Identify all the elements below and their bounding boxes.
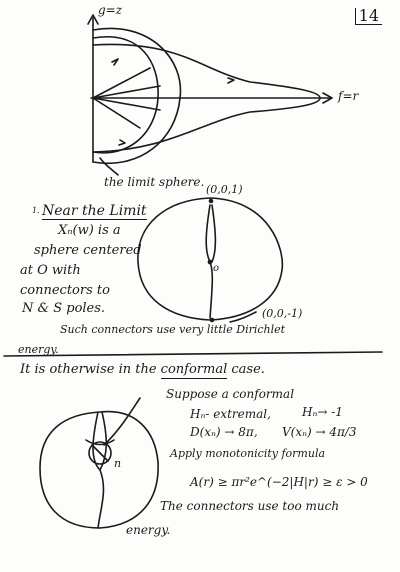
dirichlet-line: Such connectors use very little Dirichlet [60, 323, 286, 336]
caption-pointer [100, 158, 118, 175]
conformal-dirichlet: D(xₙ) → 8π, [190, 425, 258, 439]
otherwise-line [20, 362, 265, 377]
south-pole-label: (0,0,-1) [262, 307, 303, 320]
section-divider [4, 352, 382, 356]
note-marker: 1. [32, 206, 40, 215]
note-line-1: Xₙ(w) is a [58, 223, 121, 238]
page-number: 14 [355, 8, 382, 25]
otherwise-prefix: It is otherwise in the [20, 362, 157, 377]
conformal-volume: V(xₙ) → 4π/3 [282, 425, 357, 439]
axis-r-label: f=r [338, 89, 359, 103]
conformal-suppose: Suppose a conformal [166, 387, 295, 401]
otherwise-conformal: conformal [160, 362, 228, 377]
dirichlet-line-2: energy. [18, 343, 59, 356]
monotonicity-formula: A(r) ≥ πr²e^(−2|H|r) ≥ ε > 0 [190, 475, 368, 489]
north-pole-label: (0,0,1) [206, 183, 243, 196]
origin-label: o [213, 263, 220, 274]
conformal-apply: Apply monotonicity formula [170, 447, 326, 460]
conclusion-line-2: energy. [126, 523, 171, 537]
conformal-hn-limit: Hₙ→ -1 [302, 405, 343, 419]
bottom-figure-label-n: n [114, 457, 122, 470]
note-line-2: sphere centered [34, 243, 142, 258]
note-line-3: at O with [20, 263, 81, 278]
conclusion-line-1: The connectors use too much [160, 499, 340, 513]
note-heading: Near the Limit [42, 203, 147, 219]
limit-sphere-caption: the limit sphere. [104, 175, 205, 189]
otherwise-suffix: case. [231, 362, 265, 377]
note-line-5: N & S poles. [22, 301, 106, 316]
middle-figure-sphere [138, 198, 282, 322]
axis-z-label: g=z [98, 3, 123, 17]
bottom-figure [40, 398, 158, 528]
note-line-4: connectors to [20, 283, 110, 298]
top-figure-lobes [93, 28, 320, 163]
conformal-extremal: Hₙ- extremal, [190, 407, 271, 421]
